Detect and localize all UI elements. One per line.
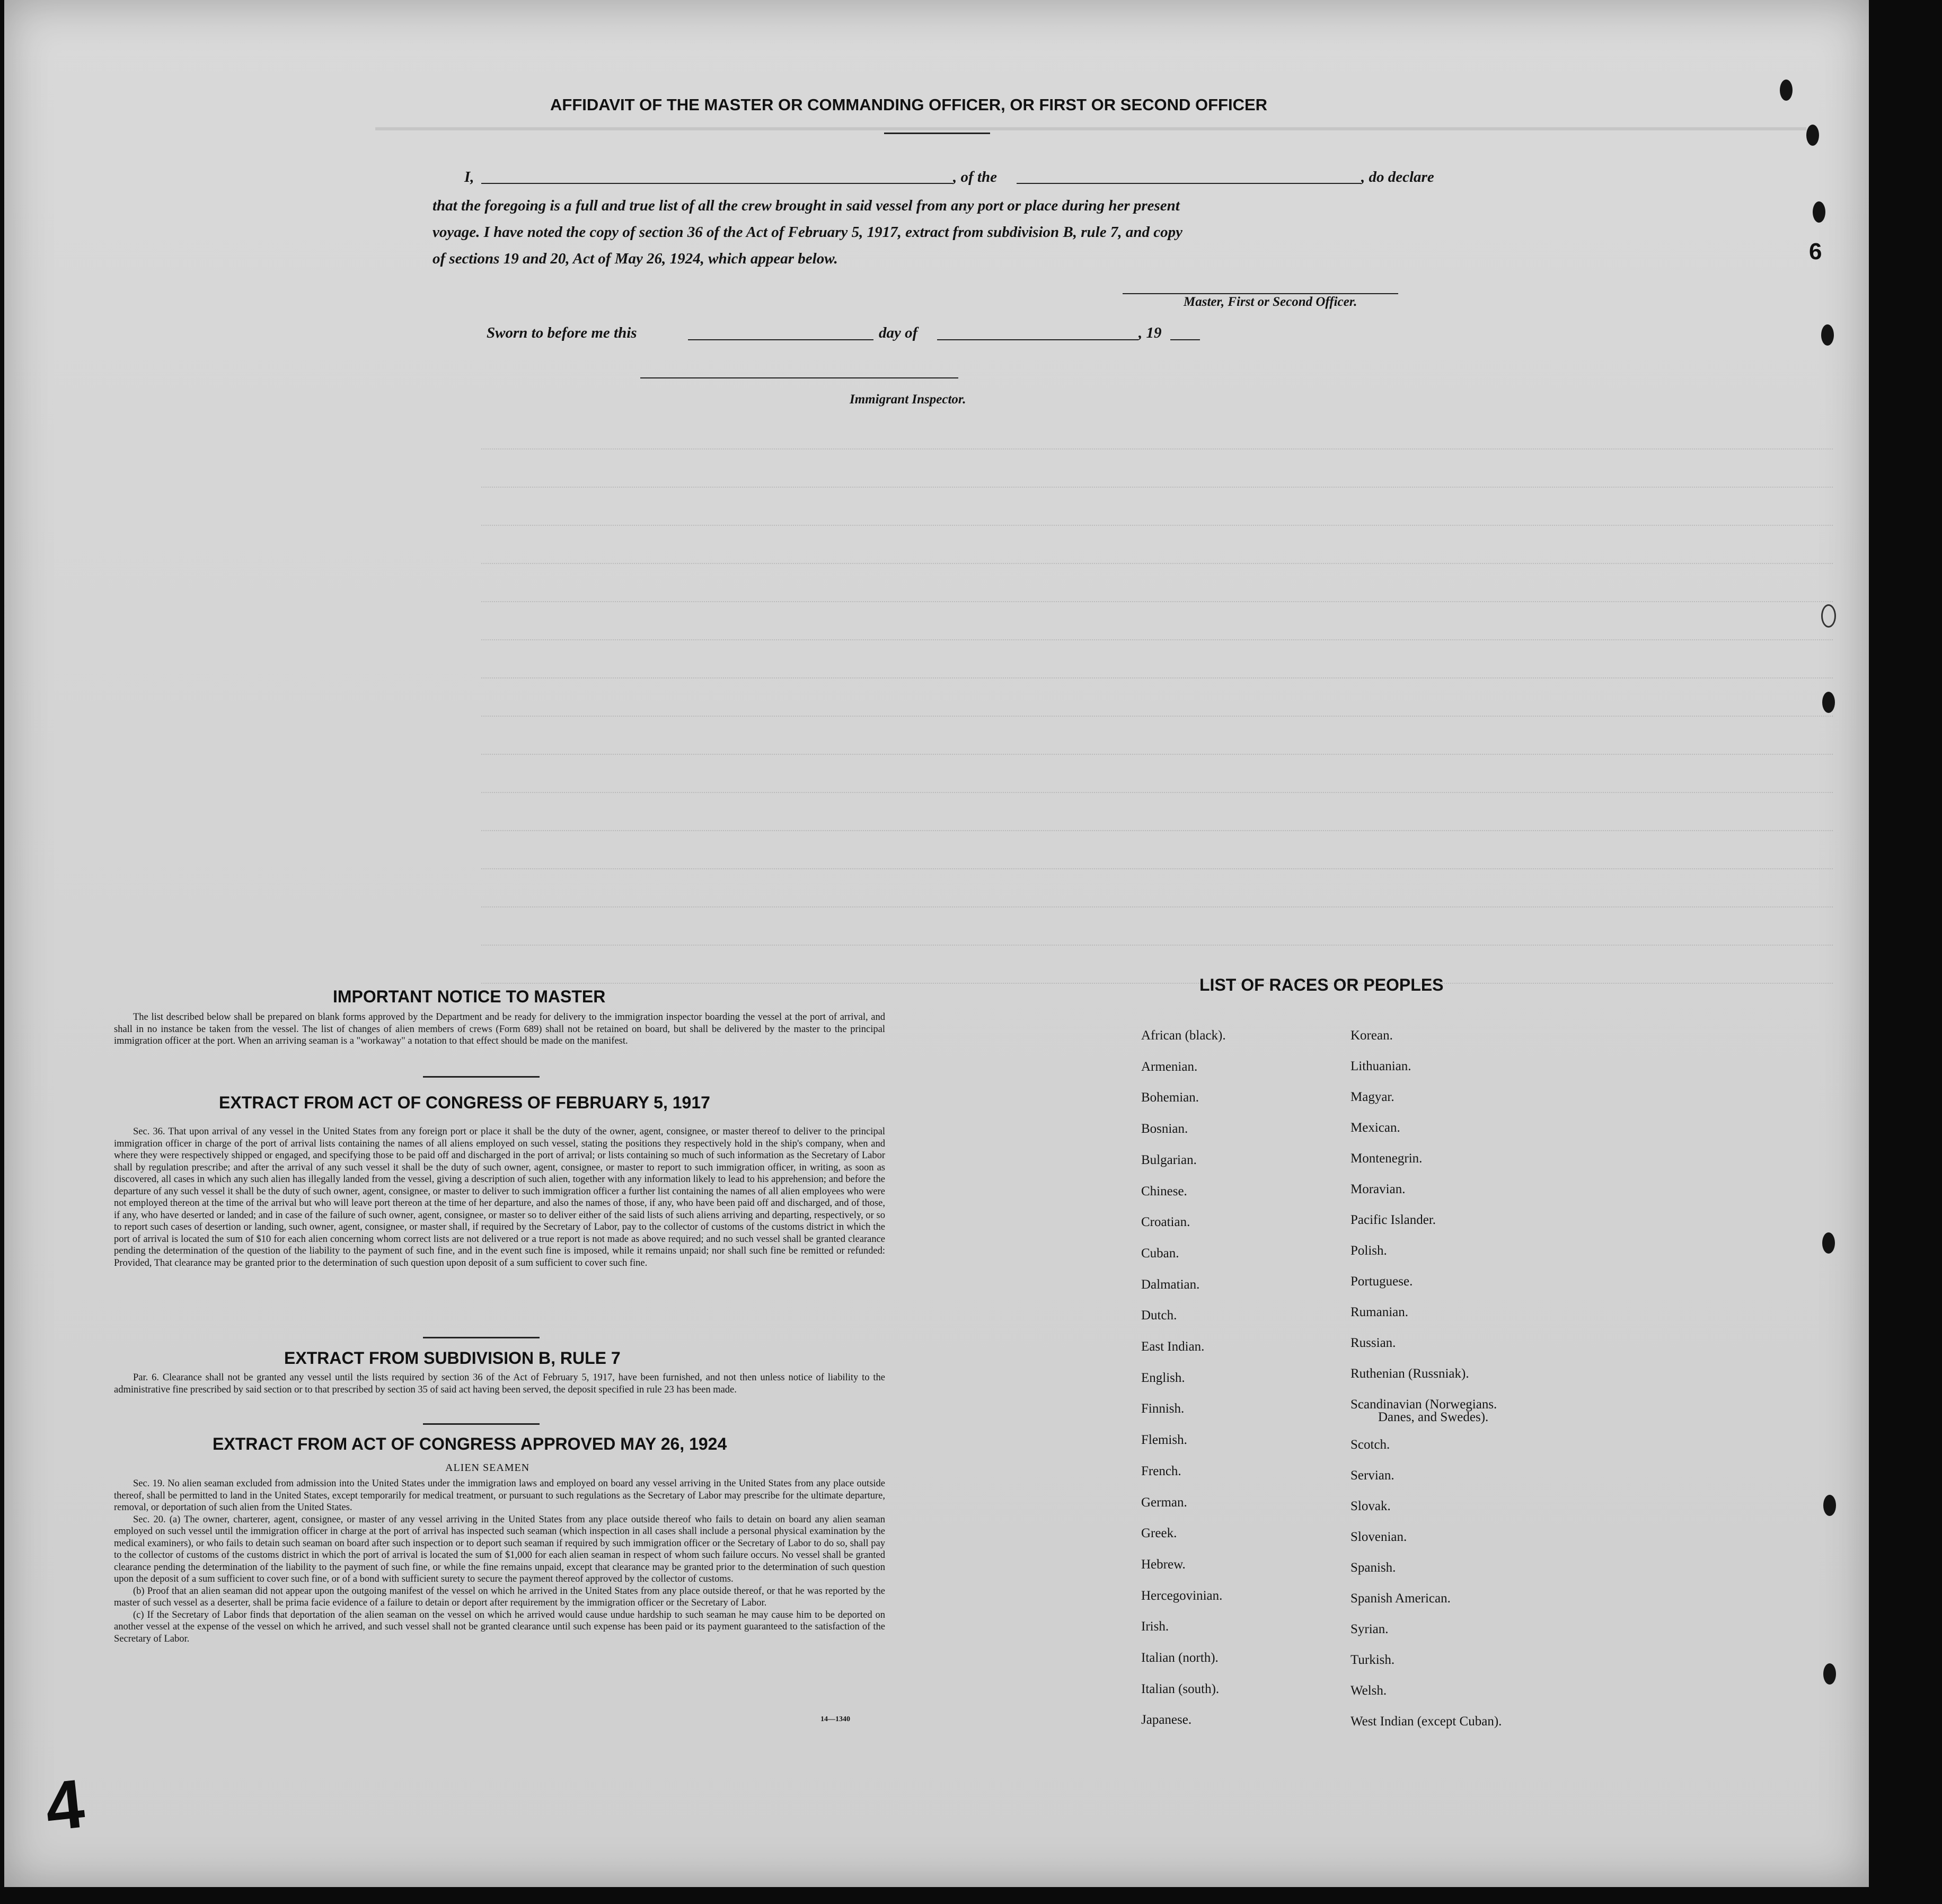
ghost-row [481,844,1833,869]
race-item: Slovak. [1350,1499,1391,1513]
affidavit-of-the: , of the [953,169,997,186]
ghost-row [481,539,1833,564]
punch-hole [1822,692,1835,713]
ghost-row [481,615,1833,640]
race-item: West Indian (except Cuban). [1350,1714,1502,1729]
punch-hole [1780,80,1793,101]
ghost-row [481,768,1833,793]
notice-title: IMPORTANT NOTICE TO MASTER [333,987,606,1006]
race-item: Moravian. [1350,1182,1406,1196]
ghost-row [481,500,1833,526]
race-item: English. [1141,1370,1185,1385]
race-item: Pacific Islander. [1350,1213,1436,1227]
race-item: Hercegovinian. [1141,1588,1223,1603]
ghost-row [481,462,1833,488]
race-item: Japanese. [1141,1713,1192,1727]
master-caption: Master, First or Second Officer. [1184,295,1357,309]
race-item: Spanish. [1350,1561,1396,1575]
race-scandinavian-continuation: Danes, and Swedes). [1378,1410,1489,1424]
punch-hole [1821,324,1834,346]
extract-1917-title: EXTRACT FROM ACT OF CONGRESS OF FEBRUARY 5, 1917 [219,1093,710,1112]
sec20c-text: (c) If the Secretary of Labor finds that deportation of the alien seaman on the vessel on which he arrived would cause undue hardship to such seaman he may cause him to be deported on another vessel at the expense of the vessel on which he arrived, and such vessel shall not be granted clearance until such expense has been paid or its payment guaranteed to the satisfaction of the Secretary of Labor. [114,1609,885,1644]
affidavit-i: I, [464,169,474,186]
race-item: Syrian. [1350,1622,1389,1636]
vessel-blank [1017,183,1361,184]
race-item: Greek. [1141,1526,1177,1541]
sworn-year-blank [1170,339,1200,340]
affidavit-line2: that the foregoing is a full and true list of all the crew brought in said vessel from any port or place during her present [432,197,1180,214]
race-item: Dalmatian. [1141,1277,1200,1292]
race-item: Rumanian. [1350,1305,1409,1319]
race-item: Lithuanian. [1350,1059,1411,1073]
ghost-row [481,691,1833,717]
inspector-signature-line [640,377,958,378]
race-item: Polish. [1350,1244,1387,1258]
race-item: Italian (south). [1141,1681,1220,1696]
sworn-day-of: day of [879,324,918,341]
extract-1917-rule [423,1337,540,1338]
ghost-row [481,577,1833,602]
race-item: Bulgarian. [1141,1152,1197,1167]
sworn-day-blank [688,339,873,340]
sec19-text: Sec. 19. No alien seaman excluded from admission into the United States under the immigration laws and employed on board any vessel arriving in the United States from any place outside thereof, shall be permitted to land in the United States, except temporarily for medical treatment, or pursuant to such regulations as the Secretary of Labor may prescribe for the ultimate departure, removal, or deportation of such alien from the United States. [114,1478,885,1513]
affidavit-title: AFFIDAVIT OF THE MASTER OR COMMANDING OFFICER, OR FIRST OR SECOND OFFICER [550,95,1268,114]
race-item: Bohemian. [1141,1090,1199,1105]
sec20a-text: Sec. 20. (a) The owner, charterer, agent, consignee, or master of any vessel arriving in the United States from any place outside thereof who fails to detain on board any alien seaman employed on such vessel until the immigration officer in charge at the port of arrival has inspected such seaman (which inspection in all cases shall include a personal physical examination by the medical examiners), or who fails to detain such seaman on board after such inspection or to deport such seaman if required by such immigration officer or the Secretary of Labor to do so, shall pay to the collector of customs of the customs district in which the port of arrival is located the sum of $1,000 for each alien seaman in respect of whom such failure occurs. No vessel shall be granted clearance pending the determination of the liability to the payment of such fine, or while the fine remains unpaid, except that clearance may be granted prior to the determination of such question upon the deposit of a sum sufficient to cover such fine, or of a bond with sufficient surety to secure the payment thereof approved by the collector of customs. [114,1514,885,1584]
ghost-row [481,653,1833,678]
notice-body: The list described below shall be prepared on blank forms approved by the Department and be ready for delivery to the immigration inspector boarding the vessel at the port of arrival, and shall in no instance be taken from the vessel. The list of changes of alien members of crews (Form 689) shall not be retained on board, but shall be delivered by the master to the principal immigration officer at the port. When an arriving seaman is a "workaway" a notation to that effect should be made on the manifest. [114,1012,885,1046]
race-item: French. [1141,1464,1181,1478]
punch-hole [1823,1663,1836,1685]
corner-number: 4 [41,1764,88,1846]
races-title: LIST OF RACES OR PEOPLES [1199,975,1444,994]
race-item: Russian. [1350,1336,1396,1350]
race-item: Turkish. [1350,1653,1395,1667]
race-item: Hebrew. [1141,1557,1186,1572]
rule7-title: EXTRACT FROM SUBDIVISION B, RULE 7 [284,1348,621,1368]
race-item: East Indian. [1141,1339,1205,1354]
race-item: Armenian. [1141,1059,1198,1074]
inspector-caption: Immigrant Inspector. [850,392,966,407]
race-item: Flemish. [1141,1433,1187,1448]
race-item: Montenegrin. [1350,1151,1423,1166]
form-number: 14—1340 [820,1715,850,1723]
title-underline [884,133,990,134]
sworn-month-blank [937,339,1138,340]
race-item: Scandinavian (Norwegians. [1350,1397,1497,1412]
sec20b-text: (b) Proof that an alien seaman did not appear upon the outgoing manifest of the vessel on which he arrived in the United States from any place outside thereof, or that he was reported by the master of such vessel as a deserter, shall be prima facie evidence of a failure to detain or deport after requirement by the immigration officer or the Secretary of Labor. [114,1585,885,1608]
race-item: African (black). [1141,1028,1226,1043]
extract-1924-body [114,1478,885,1645]
ghost-row [481,958,1833,984]
ghost-row [481,729,1833,755]
extract-1917-body: Sec. 36. That upon arrival of any vessel in the United States from any foreign port or place it shall be the duty of the owner, agent, consignee, or master thereof to deliver to the principal immigration officer in charge of the port of arrival lists containing the names of all aliens employed on such vessel, stating the positions they respectively hold in the ship's company, when and where they were respectively shipped or engaged, and specifying those to be paid off and discharged in the port of arrival; or lists containing so much of such information as the Secretary of Labor shall by regulation prescribe; and after the arrival of any such vessel it shall be the duty of such owner, agent, consignee, or master to report to such immigration officer, in writing, as soon as discovered, all cases in which any such alien has illegally landed from the vessel, giving a description of such alien, together with any information likely to lead to his apprehension; and before the departure of any such vessel it shall be the duty of such owner, agent, consignee, or master to deliver to such immigration officer a further list containing the names of all alien employees who were not employed thereon at the time of the arrival but who will leave port thereon at the time of her departure, and also the names of those, if any, who have been paid off and discharged, and of those, if any, who have deserted or landed; and in case of the failure of such owner, agent, consignee, or master so to deliver either of the said lists of such aliens arriving and departing, respectively, or so to report such cases of desertion or landing, such owner, agent, consignee, or master shall, if required by the Secretary of Labor, pay to the collector of customs of the customs district in which the port of arrival is located the sum of $10 for each alien concerning whom correct lists are not delivered or a true report is not made as above required; and no such vessel shall be granted clearance pending the determination of the question of the liability to the payment of such fine, and in the event such fine is imposed, while it remains unpaid; nor shall such fine be remitted or refunded: Provided, That clearance may be granted prior to the determination of such question upon deposit of a sum sufficient to cover such fine. [114,1126,885,1268]
punch-hole [1822,1232,1835,1254]
race-item: Italian (north). [1141,1651,1219,1665]
race-item: German. [1141,1495,1187,1510]
ghost-row [481,920,1833,946]
extract-1924-title: EXTRACT FROM ACT OF CONGRESS APPROVED MAY 26, 1924 [213,1434,727,1453]
race-item: Irish. [1141,1619,1169,1634]
race-item: Mexican. [1350,1121,1400,1135]
race-item: Finnish. [1141,1401,1185,1416]
race-item: Dutch. [1141,1308,1177,1323]
race-item: Portuguese. [1350,1274,1413,1289]
side-number: 6 [1809,239,1822,265]
punch-hole-open [1821,604,1836,628]
affidavit-declare: , do declare [1361,169,1434,186]
notice-rule [423,1076,540,1078]
affidavit-line4: of sections 19 and 20, Act of May 26, 1924, which appear below. [432,250,838,267]
sworn-text: Sworn to before me this [487,324,637,341]
punch-hole [1813,201,1825,223]
race-item: Magyar. [1350,1090,1394,1104]
ghost-row [481,882,1833,907]
ghost-row [481,424,1833,449]
punch-hole [1823,1495,1836,1516]
sworn-year: , 19 [1138,324,1162,341]
punch-hole [1806,125,1819,146]
affidavit-line3: voyage. I have noted the copy of section 36 of the Act of February 5, 1917, extract from subdivision B, rule 7, and copy [432,224,1182,241]
alien-seamen-subtitle: ALIEN SEAMEN [445,1462,530,1474]
race-item: Croatian. [1141,1215,1190,1230]
race-item: Slovenian. [1350,1530,1407,1544]
rule7-body: Par. 6. Clearance shall not be granted any vessel until the lists required by section 36 of the Act of February 5, 1917, have been furnished, and not then unless notice of liability to the administrative fine prescribed by said section or to that prescribed by section 35 of said act having been served, the deposit specified in rule 23 has been made. [114,1372,885,1395]
race-item: Spanish American. [1350,1591,1451,1606]
name-blank [481,183,953,184]
master-signature-line [1123,293,1398,294]
race-item: Scotch. [1350,1438,1390,1452]
race-item: Chinese. [1141,1184,1187,1198]
rule7-rule [423,1423,540,1425]
race-item: Servian. [1350,1468,1394,1483]
race-item: Welsh. [1350,1683,1387,1698]
race-item: Cuban. [1141,1246,1179,1260]
race-item: Bosnian. [1141,1122,1188,1136]
race-item: Ruthenian (Russniak). [1350,1367,1469,1381]
race-item: Korean. [1350,1028,1393,1043]
ghost-row [481,806,1833,831]
document-page [4,0,1869,1887]
